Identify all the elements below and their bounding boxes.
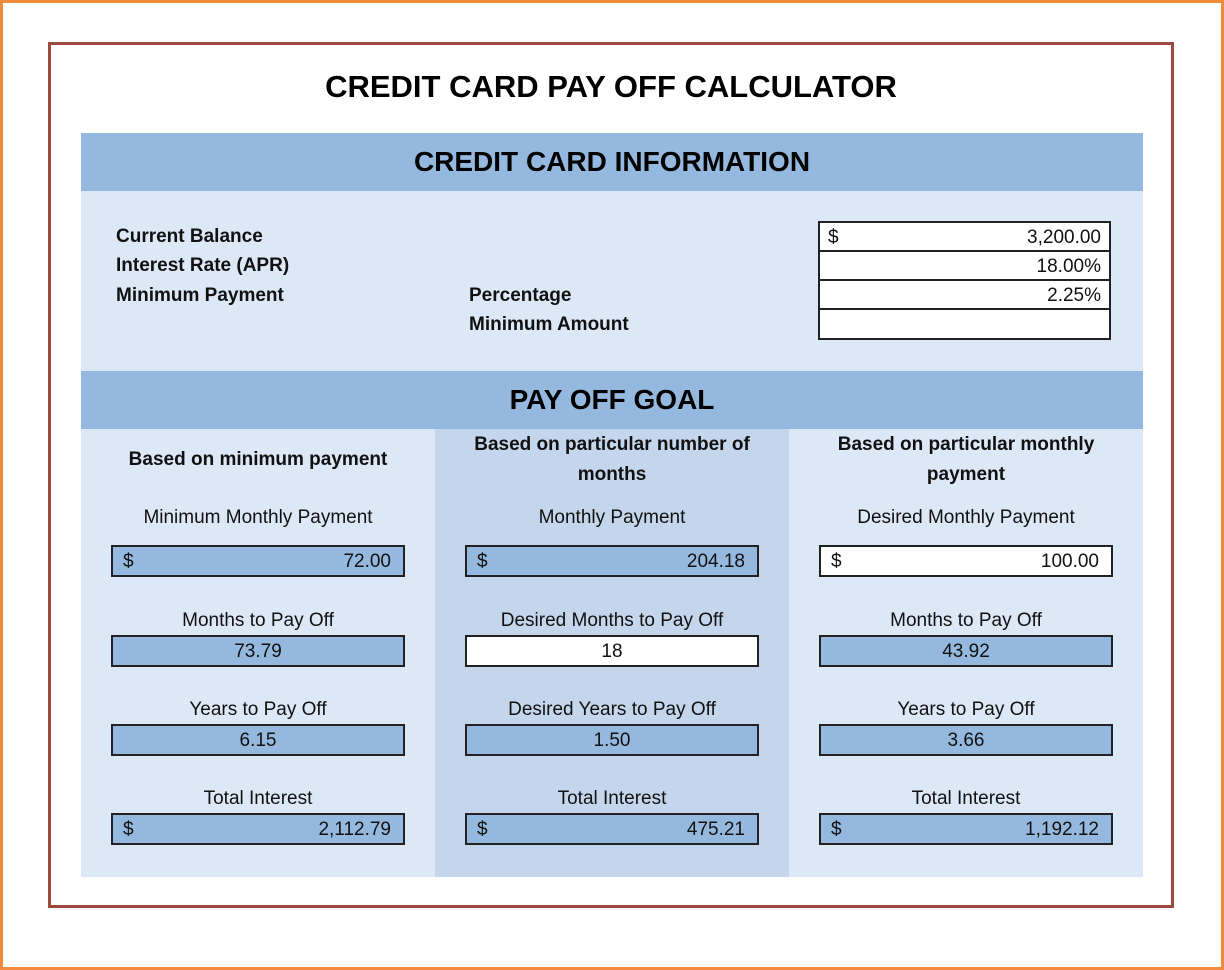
credit-card-info-header: CREDIT CARD INFORMATION [81,133,1143,191]
interest-label: Total Interest [203,788,313,809]
minimum-amount-label: Minimum Amount [469,314,629,335]
goal-column-number-of-months [435,429,789,877]
interest-rate-field[interactable] [818,251,1111,281]
interest-value: 1,192.12 [1025,819,1099,840]
years-label: Years to Pay Off [897,699,1035,720]
payment-output [465,545,759,577]
interest-rate-value: 18.00% [1036,256,1101,277]
pay-off-goal-panel [81,371,1143,877]
years-output [111,724,405,756]
column-heading: Based on particular number of months [474,434,750,485]
goal-column-minimum-payment [81,429,435,877]
percentage-label: Percentage [469,285,572,306]
payment-value: 100.00 [1040,551,1099,572]
percentage-value: 2.25% [1047,285,1101,306]
minimum-amount-field[interactable] [818,309,1111,340]
years-value: 6.15 [239,730,277,751]
currency-symbol: $ [477,819,488,840]
payment-value: 72.00 [343,551,391,572]
pay-off-goal-header: PAY OFF GOAL [81,371,1143,429]
calculator-sheet [48,42,1174,908]
desired-months-input[interactable] [465,635,759,667]
minimum-payment-label: Minimum Payment [116,285,284,306]
years-value: 3.66 [947,730,985,751]
months-value: 18 [601,641,623,662]
page-title: CREDIT CARD PAY OFF CALCULATOR [325,69,897,104]
payment-output [111,545,405,577]
currency-symbol: $ [828,227,839,248]
months-label: Months to Pay Off [182,610,334,631]
interest-output [819,813,1113,845]
column-heading: Based on particular monthly payment [837,434,1095,485]
desired-payment-input[interactable] [819,545,1113,577]
months-label: Months to Pay Off [890,610,1042,631]
months-value: 43.92 [942,641,990,662]
goal-column-monthly-payment [789,429,1143,877]
interest-label: Total Interest [557,788,667,809]
years-label: Years to Pay Off [189,699,327,720]
interest-value: 475.21 [686,819,745,840]
payment-label: Desired Monthly Payment [857,507,1075,528]
current-balance-field[interactable] [818,221,1111,252]
currency-symbol: $ [123,551,134,572]
currency-symbol: $ [123,819,134,840]
interest-rate-label: Interest Rate (APR) [116,255,290,276]
currency-symbol: $ [831,551,842,572]
currency-symbol: $ [477,551,488,572]
payment-value: 204.18 [686,551,745,572]
interest-output [465,813,759,845]
credit-card-info-panel [81,133,1143,371]
interest-output [111,813,405,845]
payment-label: Monthly Payment [538,507,686,528]
years-output [465,724,759,756]
years-output [819,724,1113,756]
column-heading: Based on minimum payment [128,449,388,470]
months-label: Desired Months to Pay Off [500,610,724,631]
currency-symbol: $ [831,819,842,840]
months-value: 73.79 [234,641,282,662]
percentage-field[interactable] [818,280,1111,310]
payment-label: Minimum Monthly Payment [143,507,373,528]
years-value: 1.50 [593,730,631,751]
interest-value: 2,112.79 [318,819,391,840]
interest-label: Total Interest [911,788,1021,809]
current-balance-value: 3,200.00 [1027,227,1101,248]
years-label: Desired Years to Pay Off [508,699,716,720]
months-output [111,635,405,667]
months-output [819,635,1113,667]
current-balance-label: Current Balance [116,226,263,247]
